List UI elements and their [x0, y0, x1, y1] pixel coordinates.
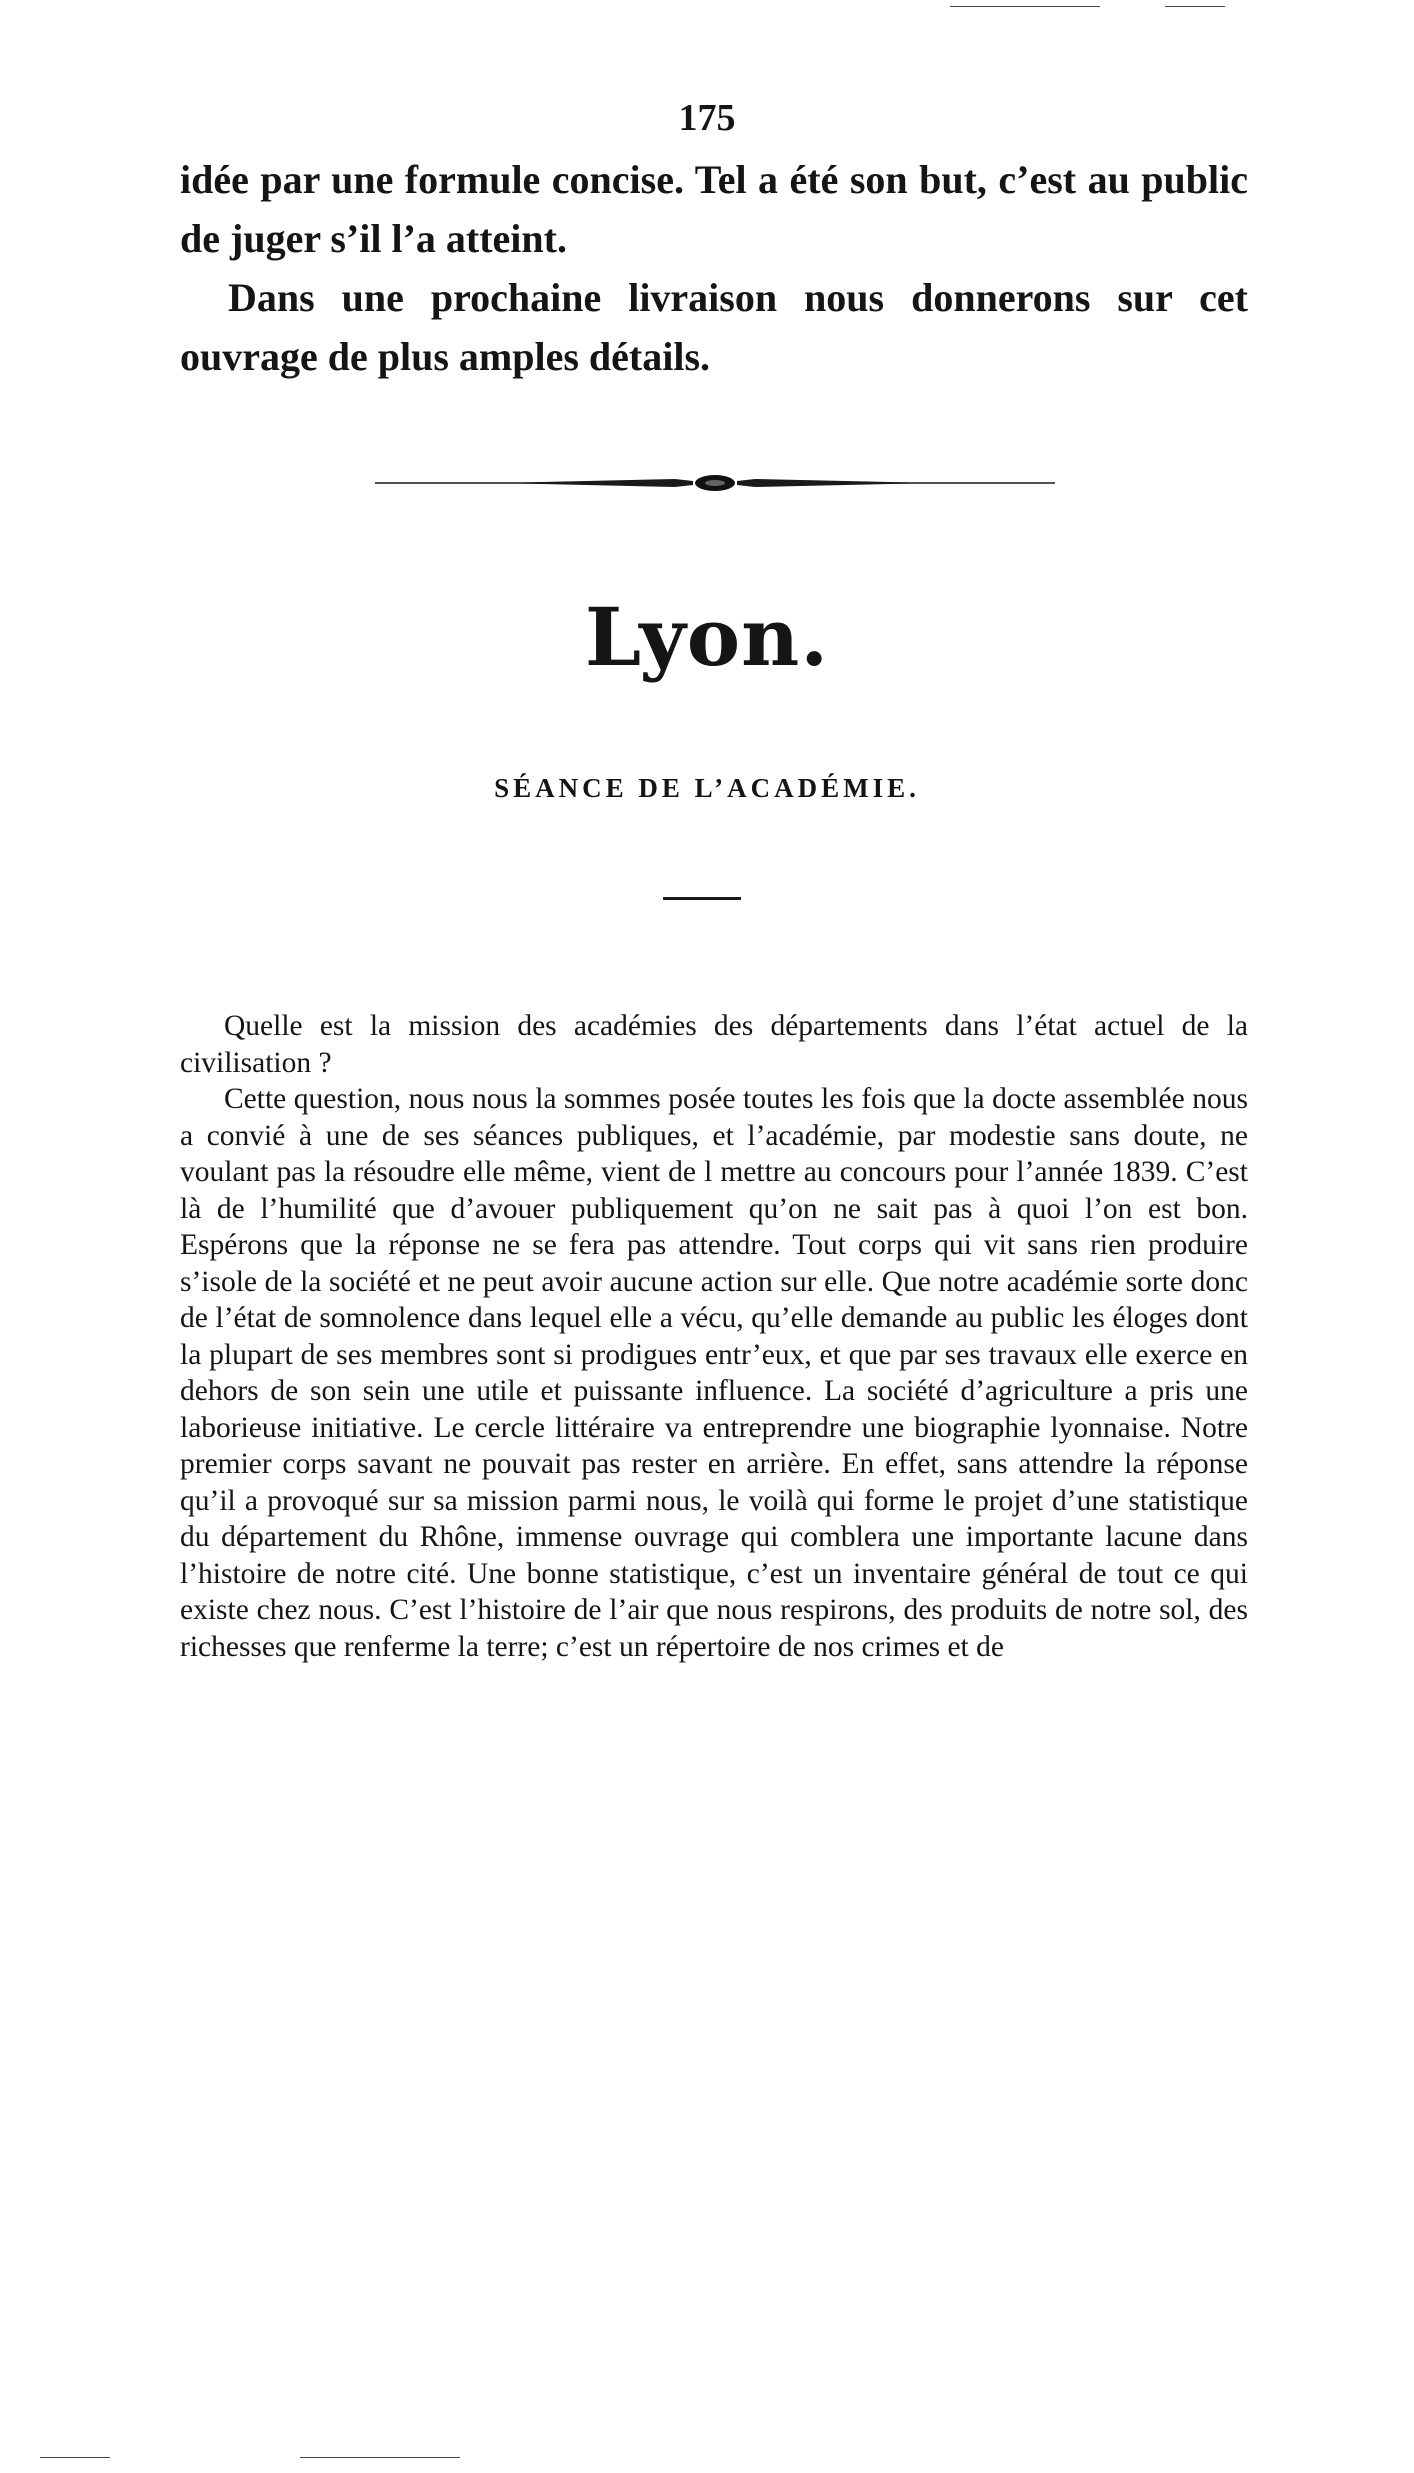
section-title: Lyon.	[584, 590, 830, 684]
page-number: 175	[678, 97, 736, 139]
intro-text	[180, 150, 1248, 386]
top-right-rule	[950, 6, 1100, 7]
ornamental-divider	[375, 468, 1055, 498]
bottom-left-rule-long	[300, 2457, 460, 2458]
body-paragraph: Cette question, nous nous la sommes posée toutes les fois que la docte assemblée nous a convié à une de ses séances publiques, et l’académie, par modestie sans doute, ne voulant pas la résoudre elle même, vient de l mettre au concours pour l’année 1839. C’est là de l’humilité que d’avouer publiquement qu’on ne sait pas à quoi l’on est bon. Espérons que la réponse ne se fera pas attendre. Tout corps qui vit sans rien produire s’isole de la société et ne peut avoir aucune action sur elle. Que notre académie sorte donc de l’état de somnolence dans lequel elle a vécu, qu’elle demande au public les éloges dont la plupart de ses membres sont si prodigues entr’eux, et que par ses travaux elle exerce en dehors de son sein une utile et puissante influence. La société d’agriculture a pris une laborieuse initiative. Le cercle littéraire va entreprendre une biographie lyonnaise. Notre premier corps savant ne pouvait pas rester en arrière. En effet, sans attendre la réponse qu’il a provoqué sur sa mission parmi nous, le voilà qui forme le projet d’une statistique du département du Rhône, immense ouvrage qui comblera une importante lacune dans l’histoire de notre cité. Une bonne statistique, c’est un inventaire général de tout ce qui existe chez nous. C’est l’histoire de l’air que nous respirons, des produits de notre sol, des richesses que renferme la terre; c’est un répertoire de nos crimes et de	[180, 1083, 1248, 1663]
article-body	[180, 1008, 1248, 1665]
section-subtitle: SÉANCE DE L’ACADÉMIE.	[494, 773, 920, 803]
intro-paragraph: idée par une formule concise. Tel a été son but, c’est au public de juger s’il l’a atteint.	[180, 157, 1248, 261]
short-divider	[663, 897, 741, 900]
intro-paragraph: Dans une prochaine livraison nous donnerons sur cet ouvrage de plus amples détails.	[180, 275, 1248, 379]
body-paragraph: Quelle est la mission des académies des départements dans l’état actuel de la civilisation ?	[180, 1010, 1248, 1079]
bottom-left-rule	[40, 2457, 110, 2458]
top-right-rule-short	[1165, 6, 1225, 7]
